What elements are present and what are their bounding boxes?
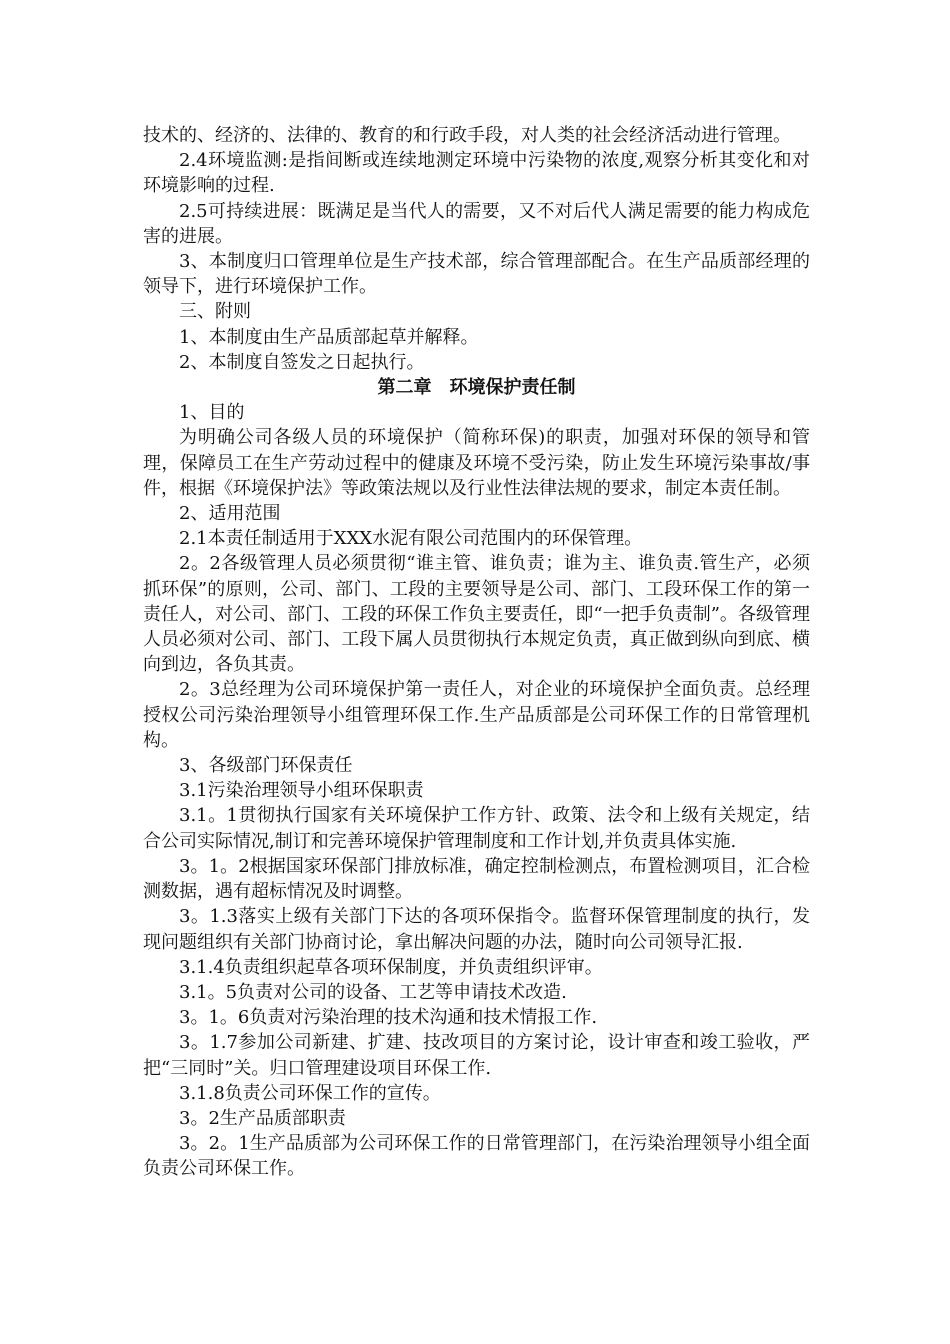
paragraph: 3.1.4负责组织起草各项环保制度，并负责组织评审。 [179,956,603,978]
paragraph: 3.1。1贯彻执行国家有关环境保护工作方针、政策、法令和上级有关规定，结合公司实际情况,制订和完善环境保护管理制度和工作计划,并负责具体实施. [143,805,810,852]
paragraph: 2.5可持续进展：既满足是当代人的需要，又不对后代人满足需要的能力构成危害的进展。 [143,200,810,247]
paragraph: 2.4环境监测:是指间断或连续地测定环境中污染物的浓度,观察分析其变化和对环境影响的过程. [143,150,810,197]
paragraph: 1、本制度由生产品质部起草并解释。 [179,326,479,348]
paragraph: 3、本制度归口管理单位是生产技术部，综合管理部配合。在生产品质部经理的领导下，进行环境保护工作。 [143,251,810,298]
document-body [143,123,810,1182]
section-heading: 3、各级部门环保责任 [179,755,353,777]
paragraph: 为明确公司各级人员的环境保护（简称环保)的职责，加强对环保的领导和管理，保障员工在生产劳动过程中的健康及环境不受污染，防止发生环境污染事故/事件，根据《环境保护法》等政策法规以及行业性法律法规的要求，制定本责任制。 [143,427,810,499]
paragraph: 技术的、经济的、法律的、教育的和行政手段，对人类的社会经济活动进行管理。 [143,125,791,146]
subsection-heading: 3。2生产品质部职责 [179,1107,346,1129]
subsection-heading: 3.1污染治理领导小组环保职责 [179,780,424,802]
paragraph: 3.1.8负责公司环保工作的宣传。 [179,1082,441,1104]
section-heading: 1、目的 [179,402,245,424]
paragraph: 3。1.7参加公司新建、扩建、技改项目的方案讨论，设计审查和竣工验收，严把“三同时”关。归口管理建设项目环保工作. [143,1032,810,1079]
section-heading: 三、附则 [179,301,251,323]
section-heading: 2、适用范围 [179,503,281,525]
paragraph: 2、本制度自签发之日起执行。 [179,351,425,373]
paragraph: 2。3总经理为公司环境保护第一责任人，对企业的环境保护全面负责。总经理授权公司污染治理领导小组管理环保工作.生产品质部是公司环保工作的日常管理机构。 [143,679,810,751]
paragraph: 3。1.3落实上级有关部门下达的各项环保指令。监督环保管理制度的执行，发现问题组织有关部门协商讨论，拿出解决问题的办法，随时向公司领导汇报. [143,906,810,953]
paragraph: 2.1本责任制适用于XXX水泥有限公司范围内的环保管理。 [179,528,643,550]
paragraph: 3。1。6负责对污染治理的技术沟通和技术情报工作. [179,1007,598,1029]
paragraph: 3。2。1生产品质部为公司环保工作的日常管理部门，在污染治理领导小组全面负责公司环保工作。 [143,1133,810,1180]
paragraph: 3.1。5负责对公司的设备、工艺等申请技术改造. [179,981,567,1003]
paragraph: 2。2各级管理人员必须贯彻“谁主管、谁负责；谁为主、谁负责.管生产，必须抓环保”的原则，公司、部门、工段的主要领导是公司、部门、工段环保工作的第一责任人，对公司、部门、工段的环保工作负主要责任，即“一把手负责制”。各级管理人员必须对公司、部门、工段下属人员贯彻执行本规定负责，真正做到纵向到底、横向到边，各负其责。 [143,553,810,676]
chapter-title: 第二章 环境保护责任制 [377,377,576,399]
paragraph: 3。1。2根据国家环保部门排放标准，确定控制检测点，布置检测项目，汇合检测数据，遇有超标情况及时调整。 [143,855,810,903]
